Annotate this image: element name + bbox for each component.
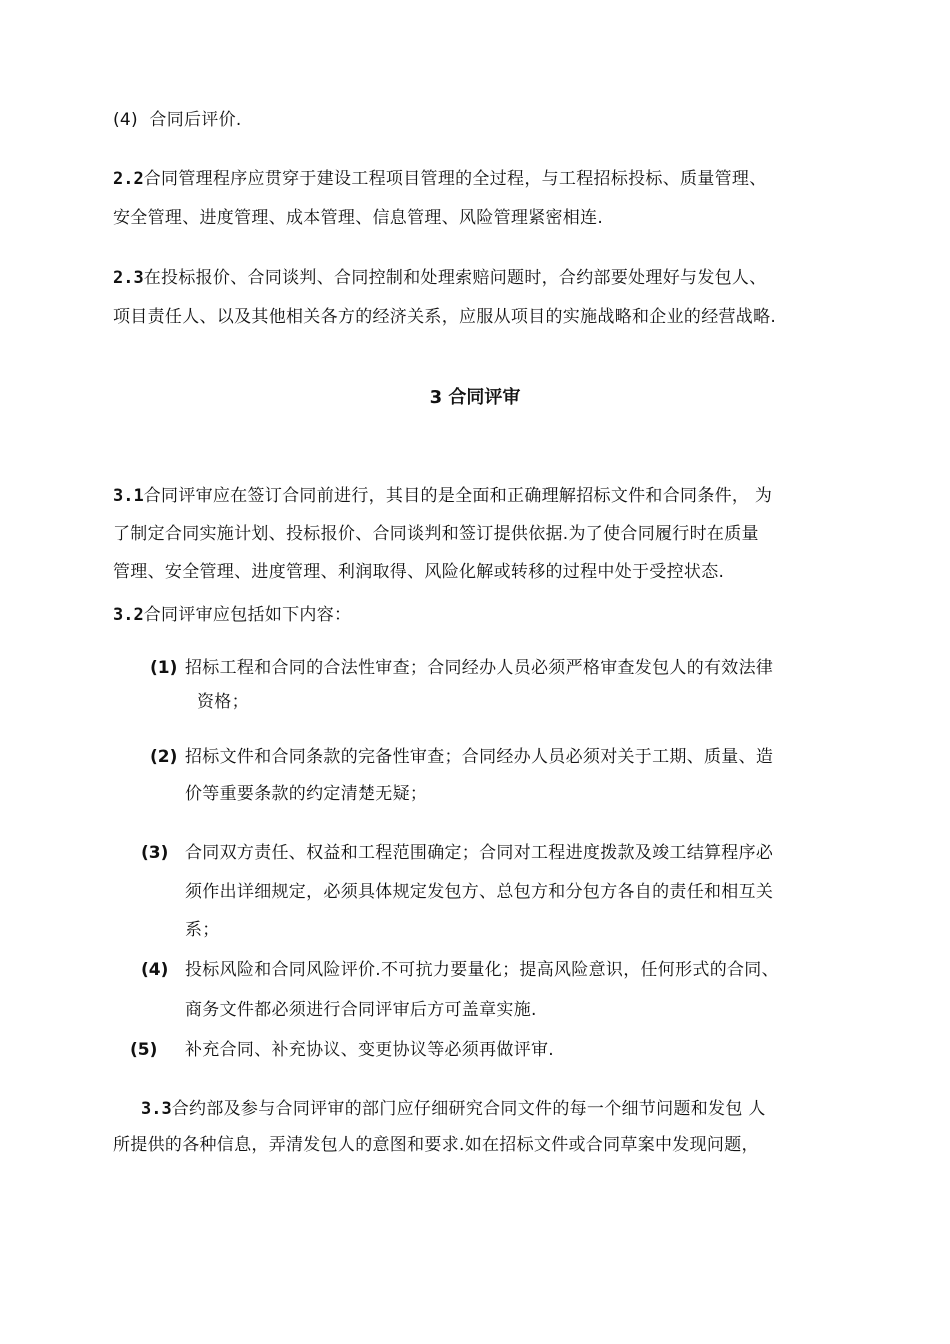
item-1-label: (1) xyxy=(150,658,178,678)
section-number: 3.2 xyxy=(113,605,144,625)
section-2-2-line-2: 安全管理、进度管理、成本管理、信息管理、风险管理紧密相连. xyxy=(113,208,604,228)
item-3-line-2: 须作出详细规定，必须具体规定发包方、总包方和分包方各自的责任和相互关 xyxy=(185,882,774,902)
section-3-2 xyxy=(113,603,351,627)
item-2-line-1: 招标文件和合同条款的完备性审查；合同经办人员必须对关于工期、质量、造 xyxy=(185,747,774,767)
item-1-line-1: 招标工程和合同的合法性审查；合同经办人员必须严格审查发包人的有效法律 xyxy=(185,658,774,678)
item-2-line-2: 价等重要条款的约定清楚无疑； xyxy=(185,784,428,804)
section-3-1-line-2: 了制定合同实施计划、投标报价、合同谈判和签订提供依据.为了使合同履行时在质量 xyxy=(113,524,759,544)
paragraph-text: 在投标报价、合同谈判、合同控制和处理索赔问题时，合约部要处理好与发包人、 xyxy=(143,268,767,288)
item-4-label: (4) xyxy=(141,960,169,980)
paragraph-text: 合约部及参与合同评审的部门应仔细研究合同文件的每一个细节问题和发包 人 xyxy=(171,1099,766,1119)
paragraph-text: 合同评审应包括如下内容： xyxy=(143,605,352,625)
section-number: 2.3 xyxy=(113,268,144,288)
section-2-3-line-1 xyxy=(113,266,767,290)
item-4-line-2: 商务文件都必须进行合同评审后方可盖章实施. xyxy=(185,1000,537,1020)
section-number: 3.3 xyxy=(141,1099,172,1119)
section-2-3-line-2: 项目责任人、以及其他相关各方的经济关系，应服从项目的实施战略和企业的经营战略. xyxy=(113,307,777,327)
item-label: (4) xyxy=(113,110,138,130)
item-3-line-1: 合同双方责任、权益和工程范围确定；合同对工程进度拨款及竣工结算程序必 xyxy=(185,843,774,863)
section-3-3-line-2: 所提供的各种信息，弄清发包人的意图和要求.如在招标文件或合同草案中发现问题， xyxy=(113,1135,759,1155)
item-4-intro xyxy=(113,108,242,132)
section-number: 2.2 xyxy=(113,169,144,189)
item-text: 合同后评价. xyxy=(149,110,242,130)
paragraph-text: 合同评审应在签订合同前进行，其目的是全面和正确理解招标文件和合同条件， 为 xyxy=(143,486,773,506)
section-3-3-line-1 xyxy=(141,1097,766,1121)
section-3-heading: 3 合同评审 xyxy=(429,387,521,408)
item-3-line-3: 系； xyxy=(185,920,220,940)
paragraph-text: 合同管理程序应贯穿于建设工程项目管理的全过程，与工程招标投标、质量管理、 xyxy=(143,169,767,189)
item-5-line-1: 补充合同、补充协议、变更协议等必须再做评审. xyxy=(185,1040,555,1060)
section-number: 3.1 xyxy=(113,486,144,506)
section-3-1-line-1 xyxy=(113,484,772,508)
section-2-2-line-1 xyxy=(113,167,767,191)
item-3-label: (3) xyxy=(141,843,169,863)
item-1-line-2: 资格； xyxy=(197,692,249,712)
item-4-line-1: 投标风险和合同风险评价.不可抗力要量化；提高风险意识，任何形式的合同、 xyxy=(185,960,779,980)
section-3-1-line-3: 管理、安全管理、进度管理、利润取得、风险化解或转移的过程中处于受控状态. xyxy=(113,562,725,582)
item-5-label: (5) xyxy=(130,1040,158,1060)
item-2-label: (2) xyxy=(150,747,178,767)
